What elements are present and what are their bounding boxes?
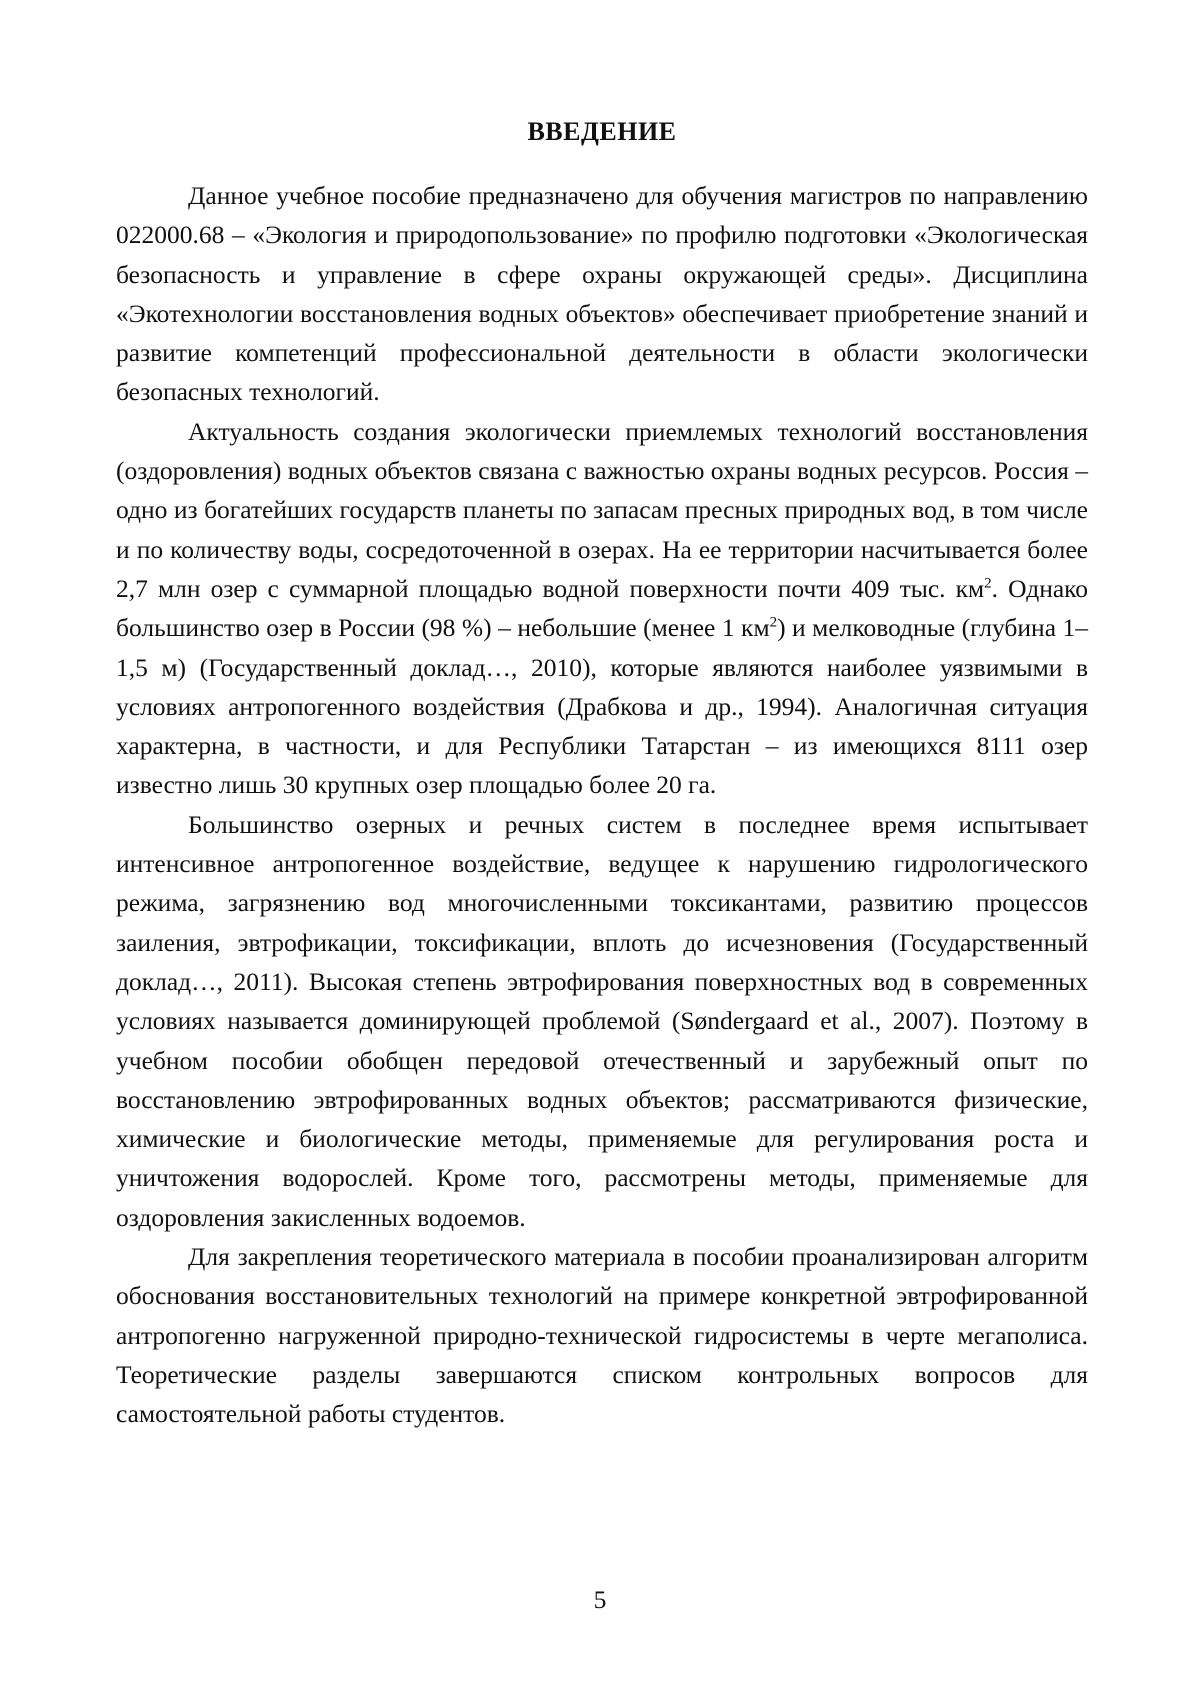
page-number: 5 (593, 1585, 607, 1614)
paragraph-2 (116, 412, 1088, 805)
section-heading: ВВЕДЕНИЕ (527, 117, 677, 146)
paragraph-text: ) и мелководные (глубина 1–1,5 м) (Государственный доклад…, 2010), которые являются наиболее уязвимыми в условиях антропогенного воздействия (Драбкова и др., 1994). Аналогичная ситуация характерна, в частности, и для Республики Татарстан – из имеющихся 8111 озер известно лишь 30 крупных озер площадью более 20 га. (116, 613, 1088, 800)
superscript: 2 (984, 575, 992, 592)
paragraph-3 (116, 805, 1088, 1237)
paragraph-text: Для закрепления теоретического материала в пособии проанализирован алгоритм обоснования восстановительных технологий на примере конкретной эвтрофированной антропогенно нагруженной природно-технической гидросистемы в черте мегаполиса. Теоретические разделы завершаются списком контрольных вопросов для самостоятельной работы студентов. (116, 1242, 1088, 1429)
paragraph-1 (116, 176, 1088, 412)
paragraph-text: Большинство озерных и речных систем в последнее время испытывает интенсивное антропогенное воздействие, ведущее к нарушению гидрологического режима, загрязнению вод многочисленными токсикантами, развитию процессов заиления, эвтрофикации, токсификации, вплоть до исчезновения (Государственный доклад…, 2011). Высокая степень эвтрофирования поверхностных вод в современных условиях называется доминирующей проблемой (Søndergaard et al., 2007). Поэтому в учебном пособии обобщен передовой отечественный и зарубежный опыт по восстановлению эвтрофированных водных объектов; рассматриваются физические, химические и биологические методы, применяемые для регулирования роста и уничтожения водорослей. Кроме того, рассмотрены методы, применяемые для оздоровления закисленных водоемов. (116, 809, 1088, 1232)
page-content (116, 112, 1088, 1434)
paragraph-text: . Однако большинство озер в России (98 %) – небольшие (менее 1 км (116, 573, 1088, 643)
superscript: 2 (769, 614, 778, 631)
paragraph-text: Данное учебное пособие предназначено для обучения магистров по направлению 022000.68 – «Экология и природопользование» по профилю подготовки «Экологическая безопасность и управление в сфере охраны окружающей среды». Дисциплина «Экотехнологии восстановления водных объектов» обеспечивает приобретение знаний и развитие компетенций профессиональной деятельности в области экологически безопасных технологий. (116, 181, 1088, 407)
paragraph-text: Актуальность создания экологически приемлемых технологий восстановления (оздоровления) водных объектов связана с важностью охраны водных ресурсов. Россия – одно из богатейших государств планеты по запасам пресных природных вод, в том числе и по количеству воды, сосредоточенной в озерах. На ее территории насчитывается более 2,7 млн озер с суммарной площадью водной поверхности почти 409 тыс. км (116, 416, 1088, 603)
paragraph-4 (116, 1237, 1088, 1433)
